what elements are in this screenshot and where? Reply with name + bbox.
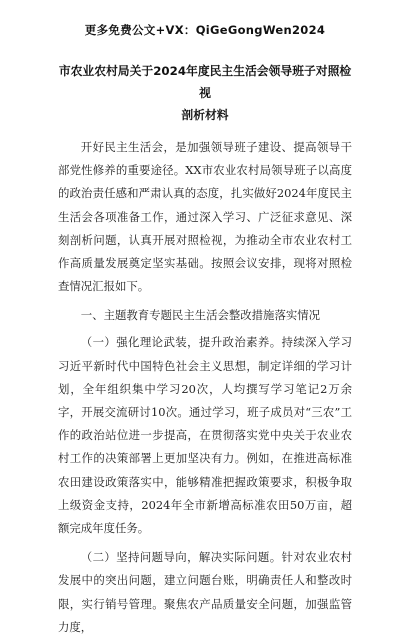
title-line-1: 市农业农村局关于2024年度民主生活会领导班子对照检视 <box>58 64 352 100</box>
section-item-1: （一）强化理论武装，提升政治素养。持续深入学习习近平新时代中国特色社会主义思想，制定详细的学习计划，全年组织集中学习20次，人均撰写学习笔记2万余字，开展交流研讨10次。通过学习，班子成员对“三农”工作的政治站位进一步提高，在贯彻落实党中央关于农业农村工作的决策部署上更加坚决有力。例如，在推进高标准农田建设政策落实中，能够精准把握政策要求，积极争取上级资金支持，2024年全市新增高标准农田50万亩，超额完成年度任务。 <box>58 335 352 536</box>
watermark-header: 更多免费公文+VX：QiGeGongWen2024 <box>84 23 326 37</box>
section-item-2: （二）坚持问题导向，解决实际问题。针对农业农村发展中的突出问题，建立问题台账，明确责任人和整改时限，实行销号管理。聚焦农产品质量安全问题，加强监管力度， <box>58 550 352 634</box>
document-title <box>58 60 352 126</box>
intro-paragraph: 开好民主生活会，是加强领导班子建设、提高领导干部党性修养的重要途径。XX市农业农村局领导班子以高度的政治责任感和严肃认真的态度，扎实做好2024年度民主生活会各项准备工作，通过深入学习、广泛征求意见、深刻剖析问题，认真开展对照检视，为推动全市农业农村工作高质量发展奠定坚实基础。按照会议安排，现将对照检查情况汇报如下。 <box>58 140 352 294</box>
title-line-2: 剖析材料 <box>181 108 229 122</box>
section-heading-1: 一、主题教育专题民主生活会整改措施落实情况 <box>80 308 321 323</box>
